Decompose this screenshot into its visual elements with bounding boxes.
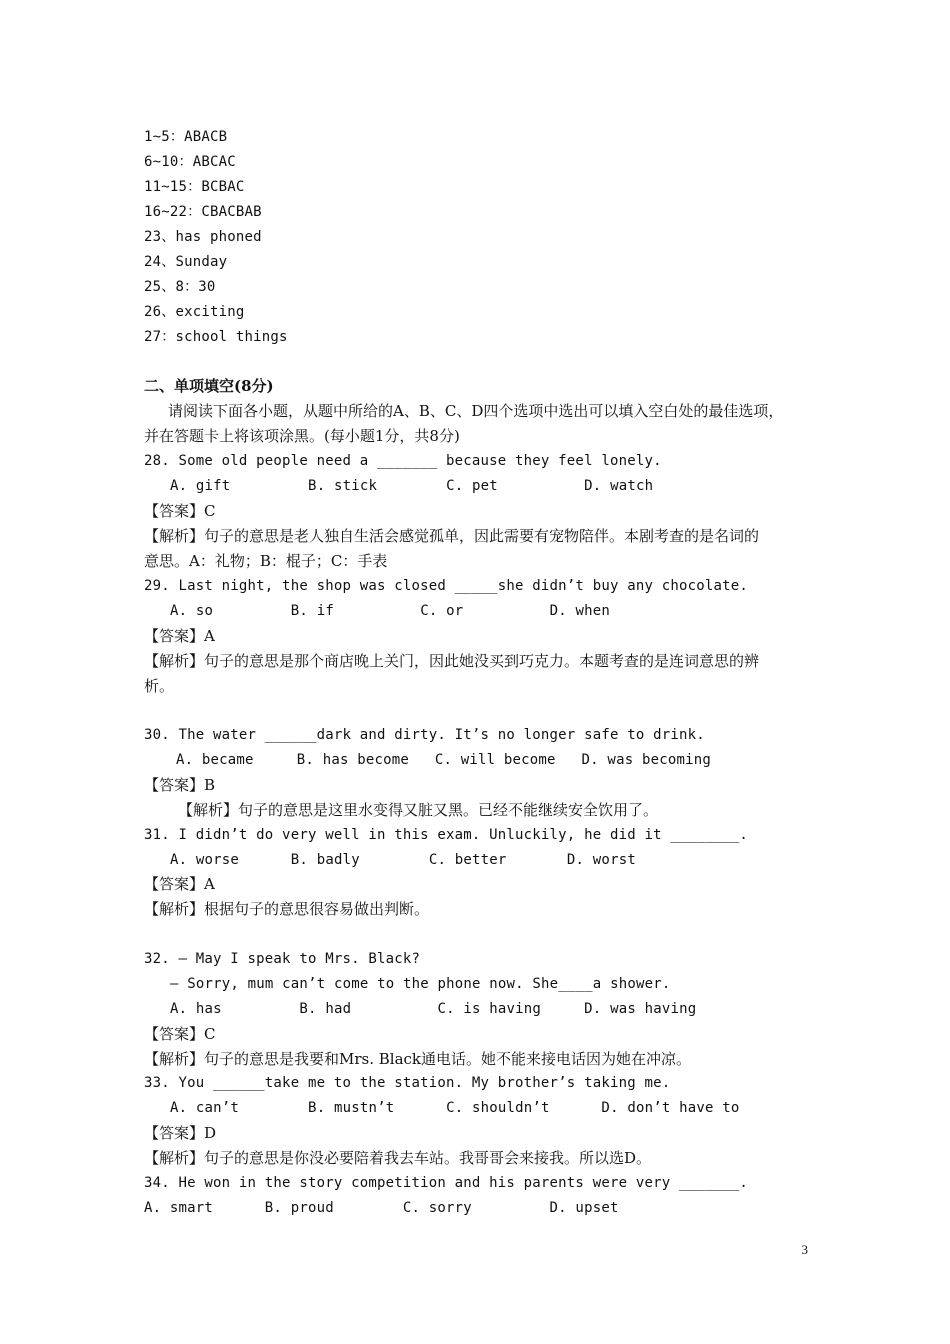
question-31-analysis: 【解析】根据句子的意思很容易做出判断。 xyxy=(144,900,430,918)
question-33-stem: 33. You ______take me to the station. My brother’s taking me. xyxy=(144,1075,671,1091)
answer-key-line: 6~10：ABCAC xyxy=(144,154,236,170)
question-30-answer: 【答案】B xyxy=(144,776,216,794)
question-28-answer: 【答案】C xyxy=(144,502,216,520)
question-33-analysis: 【解析】句子的意思是你没必要陪着我去车站。我哥哥会来接我。所以选D。 xyxy=(144,1149,652,1167)
question-29-answer: 【答案】A xyxy=(144,627,215,645)
answer-key-line: 1~5：ABACB xyxy=(144,129,228,145)
page-number: 3 xyxy=(801,1242,808,1257)
section-title: 二、单项填空(8分) xyxy=(144,377,274,395)
question-30-analysis: 【解析】句子的意思是这里水变得又脏又黑。已经不能继续安全饮用了。 xyxy=(178,801,659,819)
question-34-options: A. smart B. proud C. sorry D. upset xyxy=(144,1200,619,1216)
question-33-options: A. can’t B. mustn’t C. shouldn’t D. don’t have to xyxy=(170,1100,740,1116)
section-instructions: 并在答题卡上将该项涂黑。(每小题1分，共8分) xyxy=(144,427,460,445)
question-32-options: A. has B. had C. is having D. was having xyxy=(170,1001,697,1017)
question-30-options: A. became B. has become C. will become D. was becoming xyxy=(176,752,711,768)
question-28-analysis: 意思。A：礼物；B：棍子；C：手表 xyxy=(144,552,388,570)
question-32-analysis: 【解析】句子的意思是我要和Mrs. Black通电话。她不能来接电话因为她在冲凉。 xyxy=(144,1050,692,1068)
question-31-answer: 【答案】A xyxy=(144,875,215,893)
question-33-answer: 【答案】D xyxy=(144,1124,217,1142)
question-28-options: A. gift B. stick C. pet D. watch xyxy=(170,478,654,494)
question-31-options: A. worse B. badly C. better D. worst xyxy=(170,852,636,868)
answer-key-line: 26、exciting xyxy=(144,304,245,320)
answer-key-line: 23、has phoned xyxy=(144,229,262,245)
question-32-stem: 32. — May I speak to Mrs. Black? xyxy=(144,951,421,967)
answer-key-line: 24、Sunday xyxy=(144,254,228,270)
answer-key-line: 11~15：BCBAC xyxy=(144,179,245,195)
section-instructions: 请阅读下面各小题，从题中所给的A、B、C、D四个选项中选出可以填入空白处的最佳选项， xyxy=(168,402,784,420)
question-31-stem: 31. I didn’t do very well in this exam. Unluckily, he did it ________. xyxy=(144,827,749,843)
question-28-stem: 28. Some old people need a _______ because they feel lonely. xyxy=(144,453,662,469)
question-32-answer: 【答案】C xyxy=(144,1025,216,1043)
question-29-analysis: 析。 xyxy=(144,677,175,695)
question-34-stem: 34. He won in the story competition and his parents were very _______. xyxy=(144,1175,749,1191)
question-29-options: A. so B. if C. or D. when xyxy=(170,603,611,619)
question-28-analysis: 【解析】句子的意思是老人独自生活会感觉孤单，因此需要有宠物陪伴。本剧考查的是名词的 xyxy=(144,527,760,545)
answer-key-line: 27：school things xyxy=(144,329,288,345)
question-29-stem: 29. Last night, the shop was closed _____she didn’t buy any chocolate. xyxy=(144,578,749,594)
question-29-analysis: 【解析】句子的意思是那个商店晚上关门，因此她没买到巧克力。本题考查的是连词意思的辨 xyxy=(144,652,760,670)
question-32-stem: — Sorry, mum can’t come to the phone now. She____a shower. xyxy=(170,976,671,992)
question-30-stem: 30. The water ______dark and dirty. It’s no longer safe to drink. xyxy=(144,727,705,743)
answer-key-line: 25、8：30 xyxy=(144,279,216,295)
answer-key-line: 16~22：CBACBAB xyxy=(144,204,262,220)
